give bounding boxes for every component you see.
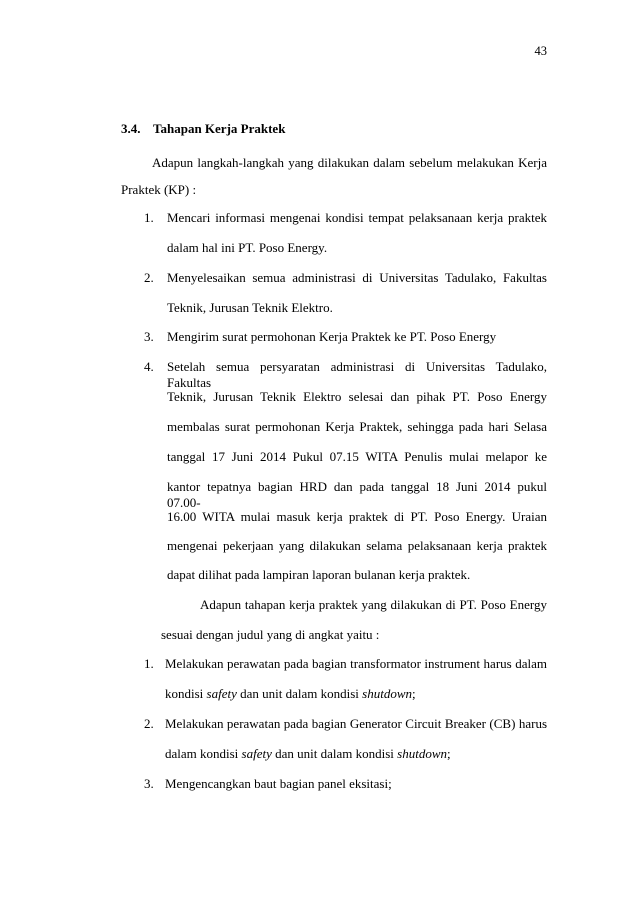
page-number: 43 [534, 44, 547, 58]
step-text: Mencari informasi mengenai kondisi tempat pelaksanaan kerja praktek [167, 210, 547, 225]
section-number: 3.4. [121, 121, 141, 136]
task-text: Mengencangkan baut bagian panel eksitasi; [165, 776, 392, 791]
task-number: 1. [144, 656, 154, 671]
step-text: dapat dilihat pada lampiran laporan bulanan kerja praktek. [167, 567, 471, 582]
step-text: dalam hal ini PT. Poso Energy. [167, 240, 328, 255]
step-text: Teknik, Jurusan Teknik Elektro selesai dan pihak PT. Poso Energy [167, 389, 547, 404]
step-text: Setelah semua persyaratan administrasi di Universitas Tadulako, Fakultas [167, 359, 547, 390]
section-title: Tahapan Kerja Praktek [153, 121, 286, 136]
para2-line-1: Adapun tahapan kerja praktek yang dilakukan di PT. Poso Energy [200, 597, 547, 612]
step-text: Teknik, Jurusan Teknik Elektro. [167, 300, 333, 315]
task-text-line-2: dalam kondisi safety dan unit dalam kondisi shutdown; [165, 746, 451, 761]
step-number: 2. [144, 270, 154, 285]
section-heading [121, 121, 285, 137]
task-number: 3. [144, 776, 154, 791]
step-number: 4. [144, 359, 154, 374]
task-text-line-2: kondisi safety dan unit dalam kondisi shutdown; [165, 686, 416, 701]
intro-line-1: Adapun langkah-langkah yang dilakukan dalam sebelum melakukan Kerja [152, 155, 547, 170]
step-text: kantor tepatnya bagian HRD dan pada tanggal 18 Juni 2014 pukul 07.00- [167, 479, 547, 510]
task-text: Melakukan perawatan pada bagian transformator instrument harus dalam [165, 656, 547, 671]
intro-line-2: Praktek (KP) : [121, 182, 197, 197]
step-text: tanggal 17 Juni 2014 Pukul 07.15 WITA Penulis mulai melapor ke [167, 449, 547, 464]
step-text: Mengirim surat permohonan Kerja Praktek ke PT. Poso Energy [167, 329, 497, 344]
step-text: 16.00 WITA mulai masuk kerja praktek di PT. Poso Energy. Uraian [167, 509, 547, 524]
task-number: 2. [144, 716, 154, 731]
step-text: mengenai pekerjaan yang dilakukan selama pelaksanaan kerja praktek [167, 538, 547, 553]
para2-line-2: sesuai dengan judul yang di angkat yaitu : [161, 627, 380, 642]
step-text: membalas surat permohonan Kerja Praktek, sehingga pada hari Selasa [167, 419, 547, 434]
step-number: 3. [144, 329, 154, 344]
step-number: 1. [144, 210, 154, 225]
step-text: Menyelesaikan semua administrasi di Universitas Tadulako, Fakultas [167, 270, 547, 285]
task-text: Melakukan perawatan pada bagian Generator Circuit Breaker (CB) harus [165, 716, 547, 731]
